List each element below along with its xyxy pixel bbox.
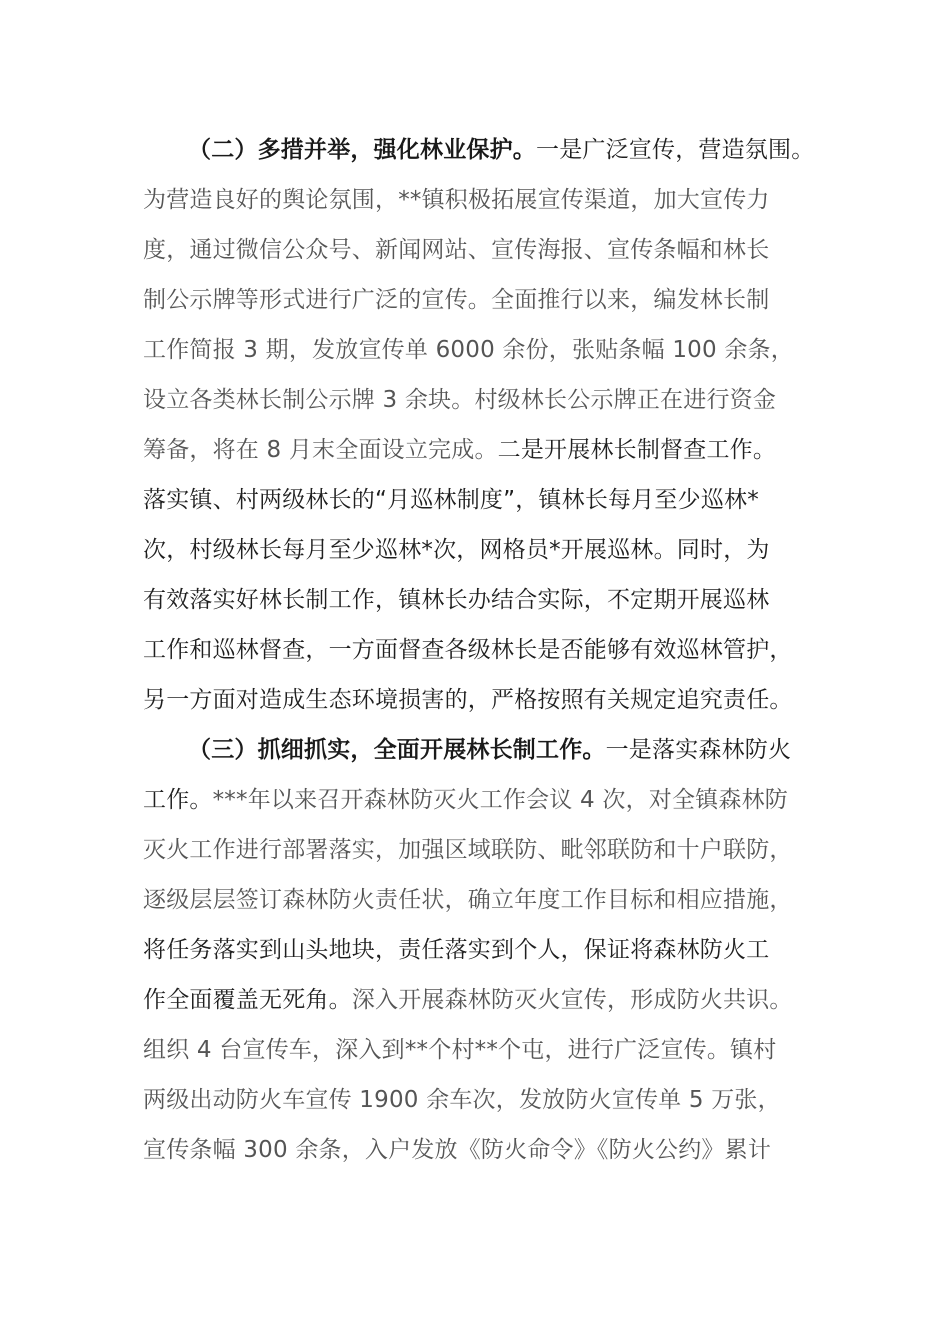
paragraph-line — [143, 480, 759, 520]
text-segment: 宣传条幅 300 余条，入户发放《防火命令》《防火公约》累计 — [143, 1137, 772, 1163]
text-segment: 筹备，将在 8 月末全面设立完成。 — [143, 437, 498, 463]
text-segment: 另一方面对造成生态环境损害的，严格按照有关规定追究责任。 — [143, 687, 793, 713]
text-segment: 一是落实森林防火 — [605, 737, 792, 763]
paragraph-line — [143, 230, 769, 270]
paragraph-line — [143, 1080, 781, 1120]
section-heading: （三）抓细抓实，全面开展林长制工作。 — [188, 737, 606, 763]
text-segment: 设立各类林长制公示牌 3 余块。村级林长公示牌正在进行资金 — [143, 387, 777, 413]
text-segment: 有效落实好林长制工作，镇林长办结合实际，不定期开展巡林 — [143, 587, 770, 613]
paragraph-line — [143, 430, 776, 470]
text-segment: 落实镇、村两级林长的“月巡林制度”，镇林长每月至少巡林* — [143, 487, 759, 513]
text-segment: 工作简报 3 期，发放宣传单 6000 余份，张贴条幅 100 余条， — [143, 337, 794, 363]
text-segment: 度，通过微信公众号、新闻网站、宣传海报、宣传条幅和林长 — [143, 237, 770, 263]
paragraph-line — [143, 780, 788, 820]
text-segment: 制公示牌等形式进行广泛的宣传。全面推行以来，编发林长制 — [143, 287, 770, 313]
text-segment: 工作和巡林督查，一方面督查各级林长是否能够有效巡林管护， — [143, 637, 793, 663]
paragraph-line — [143, 330, 794, 370]
paragraph-line — [143, 530, 770, 570]
paragraph-first-line — [188, 730, 791, 770]
paragraph-first-line — [188, 130, 814, 170]
section-heading: （二）多措并举，强化林业保护。 — [188, 137, 536, 163]
text-segment: 作全面覆盖无死角。 — [143, 987, 352, 1013]
text-segment: 两级出动防火车宣传 1900 余车次，发放防火宣传单 5 万张， — [143, 1087, 781, 1113]
text-segment: 为营造良好的舆论氛围，**镇积极拓展宣传渠道，加大宣传力 — [143, 187, 770, 213]
text-segment: ***年以来召开森林防灭火工作会议 4 次，对全镇森林防 — [212, 787, 788, 813]
paragraph-line — [143, 1030, 776, 1070]
paragraph-line — [143, 630, 793, 670]
text-segment: 组织 4 台宣传车，深入到**个村**个屯，进行广泛宣传。镇村 — [143, 1037, 777, 1063]
paragraph-line — [143, 580, 769, 620]
paragraph-line — [143, 280, 769, 320]
text-segment: 二是开展林长制督查工作。 — [497, 437, 777, 463]
paragraph-line — [143, 1130, 771, 1170]
paragraph-line — [143, 930, 769, 970]
text-segment: 一是广泛宣传，营造氛围。 — [536, 137, 815, 163]
text-segment: 灭火工作进行部署落实，加强区域联防、毗邻联防和十户联防， — [143, 837, 793, 863]
text-segment: 逐级层层签订森林防火责任状，确立年度工作目标和相应措施， — [143, 887, 793, 913]
paragraph-line — [143, 680, 793, 720]
paragraph-line — [143, 180, 770, 220]
text-segment: 将任务落实到山头地块，责任落实到个人，保证将森林防火工 — [143, 937, 770, 963]
paragraph-line — [143, 980, 793, 1020]
paragraph-line — [143, 380, 776, 420]
text-segment: 工作。 — [143, 787, 213, 813]
text-segment: 深入开展森林防灭火宣传，形成防火共识。 — [351, 987, 793, 1013]
paragraph-line — [143, 880, 793, 920]
text-segment: 次，村级林长每月至少巡林*次，网格员*开展巡林。同时，为 — [143, 537, 770, 563]
paragraph-line — [143, 830, 793, 870]
